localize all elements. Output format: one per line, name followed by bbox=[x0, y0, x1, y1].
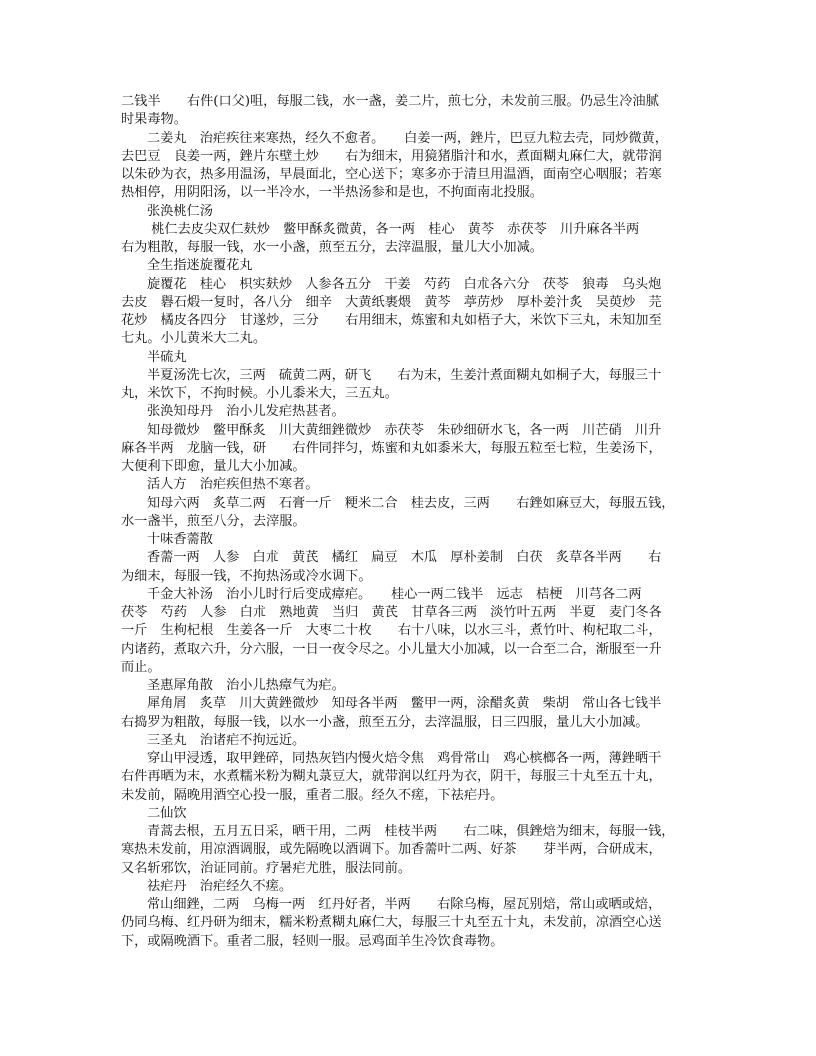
text-line: 花炒 橘皮各四分 甘遂炒，三分 右用细末，炼蜜和丸如梧子大，米饮下三丸，未知加至 bbox=[121, 313, 662, 328]
text-line: 为细末，每服一钱，不拘热汤或冷水调下。 bbox=[121, 568, 372, 584]
text-line: 祛疟丹 治疟经久不瘥。 bbox=[147, 878, 293, 894]
text-line: 半硫丸 bbox=[147, 349, 187, 365]
text-line: 常山细銼，二两 乌梅一两 红丹好者，半两 右除乌梅，屋瓦别焙，常山或晒或焙， bbox=[147, 897, 662, 912]
text-line: 香薷一两 人参 白朮 黄芪 橘红 扁豆 木瓜 厚朴姜制 白茯 炙草各半两 右 bbox=[147, 550, 662, 566]
text-line: 水一盏半，煎至八分，去滓服。 bbox=[121, 513, 306, 529]
text-line: 以朱砂为衣，热多用温汤，早晨面北，空心送下；寒多亦于清旦用温酒，面南空心咽服；若寒 bbox=[121, 167, 662, 182]
text-line: 而止。 bbox=[121, 659, 161, 675]
text-line: 桃仁去皮尖双仁麸炒 鳖甲酥炙微黄，各一两 桂心 黄芩 赤茯苓 川升麻各半两 bbox=[147, 221, 640, 237]
text-line: 十味香薷散 bbox=[147, 532, 213, 547]
text-line: 仍同乌梅、红丹研为细末，糯米粉煮糊丸麻仁大，每服三十丸至五十丸，未发前，凉酒空心送 bbox=[121, 915, 662, 931]
text-line: 半夏汤洗七次，三两 硫黄二两，研飞 右为末，生姜汁煮面糊丸如桐子大，每服三十 bbox=[147, 367, 662, 383]
text-line: 七丸。小儿黄米大二丸。 bbox=[121, 331, 267, 347]
text-line: 一斤 生枸杞根 生姜各一斤 大枣二十枚 右十八味，以水三斗，煮竹叶、枸杞取二斗， bbox=[121, 623, 662, 639]
text-line: 麻各半两 龙脑一钱，研 右件同拌匀，炼蜜和丸如黍米大，每服五粒至七粒，生姜汤下， bbox=[121, 440, 662, 456]
text-line: 热相停，用阴阳汤，以一半冷水，一半热汤参和是也，不拘面南北投服。 bbox=[121, 185, 543, 201]
text-line: 去皮 礜石煅一复时，各八分 细辛 大黄纸裹煨 黄芩 葶苈炒 厚朴姜汁炙 吴萸炒 芫 bbox=[121, 294, 662, 310]
text-line: 右捣罗为粗散，每服一钱，以水一小盏，煎至五分，去滓温服，日三四服，量儿大小加减。 bbox=[121, 714, 649, 730]
text-line: 青蒿去根，五月五日采，晒干用，二两 桂枝半两 右二味，俱銼焙为细末，每服一钱， bbox=[147, 824, 675, 839]
text-line: 知母微炒 鳖甲酥炙 川大黄细銼微炒 赤茯苓 朱砂细研水飞，各一两 川芒硝 川升 bbox=[147, 422, 662, 438]
text-line: 张涣知母丹 治小儿发疟热甚者。 bbox=[147, 404, 345, 420]
text-line: 寒热未发前，用凉酒调服，或先隔晚以酒调下。加香薷叶二两、好茶 芽半两，合研成末， bbox=[121, 842, 662, 858]
text-line: 未发前，隔晚用酒空心投一服，重者二服。经久不瘥，下祛疟丹。 bbox=[121, 787, 504, 803]
text-line: 右为粗散，每服一钱，水一小盏，煎至五分，去滓温服，量儿大小加减。 bbox=[121, 240, 543, 255]
text-line: 旋覆花 桂心 枳实麸炒 人参各五分 干姜 芍药 白朮各六分 茯苓 狼毒 乌头炮 bbox=[147, 276, 662, 292]
text-line: 又名斩邪饮，治证同前。疗暑疟尤胜，服法同前。 bbox=[121, 860, 412, 876]
text-line: 时果毒物。 bbox=[121, 112, 187, 128]
text-line: 内诸药，煮取六升，分六服，一日一夜令尽之。小儿量大小加减，以一合至二合，渐服至一升 bbox=[121, 641, 662, 657]
text-line: 下，或隔晚酒下。重者二服，轻则一服。忌鸡面羊生冷饮食毒物。 bbox=[121, 933, 504, 949]
text-line: 大便利下即愈，量儿大小加减。 bbox=[121, 459, 306, 474]
text-line: 二姜丸 治疟疾往来寒热，经久不愈者。 白姜一两，銼片，巴豆九粒去壳，同炒微黄， bbox=[147, 130, 668, 146]
text-line: 二钱半 右件(口父)咀，每服二钱，水一盏，姜二片，煎七分，未发前三服。仍忌生冷油腻 bbox=[121, 94, 659, 109]
text-line: 丸，米饮下，不拘时候。小儿黍米大，三五丸。 bbox=[121, 386, 398, 401]
text-line: 活人方 治疟疾但热不寒者。 bbox=[147, 477, 319, 493]
text-line: 全生指迷旋覆花丸 bbox=[147, 258, 253, 274]
text-line: 圣惠犀角散 治小儿热瘴气为疟。 bbox=[147, 678, 345, 693]
text-line: 犀角屑 炙草 川大黄銼微炒 知母各半两 鳖甲一两，涂醋炙黄 柴胡 常山各七钱半 bbox=[147, 696, 662, 712]
text-line: 右件再晒为末，水煮糯米粉为糊丸菉豆大，就带润以红丹为衣，阴干，每服三十丸至五十丸， bbox=[121, 769, 662, 785]
document-page bbox=[121, 93, 699, 951]
text-line: 张涣桃仁汤 bbox=[147, 203, 213, 219]
text-line: 三圣丸 治诸疟不拘远近。 bbox=[147, 732, 306, 748]
text-line: 穿山甲浸透，取甲銼碎，同热灰铛内慢火焙令焦 鸡骨常山 鸡心槟榔各一两，薄銼晒干 bbox=[147, 751, 662, 766]
text-line: 知母六两 炙草二两 石膏一斤 粳米二合 桂去皮，三两 右銼如麻豆大，每服五钱， bbox=[147, 495, 675, 511]
text-line: 茯苓 芍药 人参 白朮 熟地黄 当归 黄芪 甘草各三两 淡竹叶五两 半夏 麦门冬各 bbox=[121, 605, 662, 620]
text-line: 去巴豆 良姜一两，銼片东壁土炒 右为细末，用獍猪脂汁和水，煮面糊丸麻仁大，就带润 bbox=[121, 148, 662, 164]
text-line: 二仙饮 bbox=[147, 805, 187, 821]
text-line: 千金大补汤 治小儿时行后变成瘴疟。 桂心一两二钱半 远志 桔梗 川芎各二两 bbox=[147, 586, 642, 602]
